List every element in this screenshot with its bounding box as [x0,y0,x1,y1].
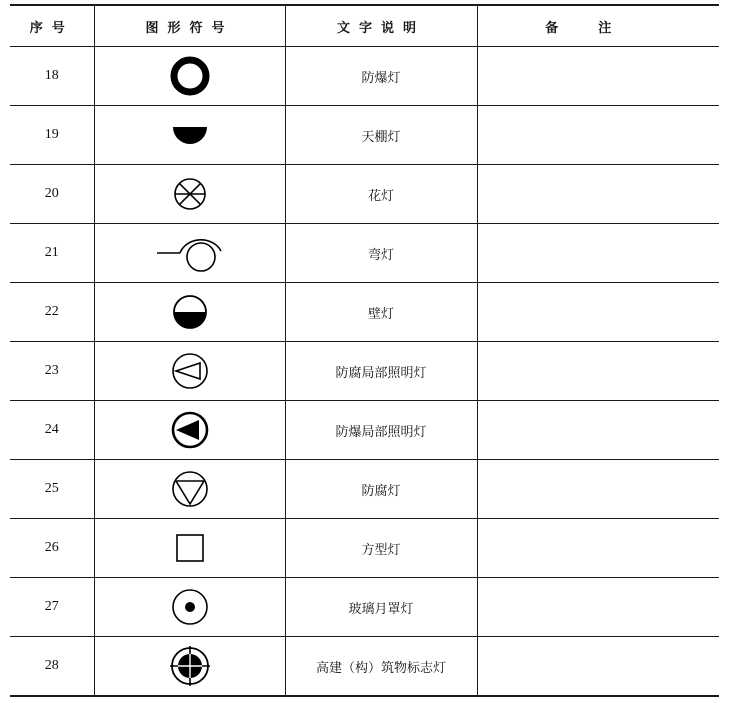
row-number: 28 [10,637,94,697]
row-remarks [477,460,719,519]
row-number: 21 [10,224,94,283]
symbol-cell [94,283,285,342]
table-row [10,460,719,519]
row-description: 防腐局部照明灯 [285,342,477,401]
corrosion-proof-lamp-icon [168,467,212,511]
row-description: 防爆局部照明灯 [285,401,477,460]
row-number: 23 [10,342,94,401]
row-remarks [477,165,719,224]
row-number: 20 [10,165,94,224]
row-remarks [477,283,719,342]
symbol-cell [94,637,285,697]
symbol-cell [94,342,285,401]
symbol-cell [94,47,285,106]
symbol-cell [94,165,285,224]
row-remarks [477,519,719,578]
row-number: 19 [10,106,94,165]
symbol-cell [94,578,285,637]
symbol-cell [94,224,285,283]
table-row [10,106,719,165]
table-row [10,165,719,224]
row-description: 防腐灯 [285,460,477,519]
header-remarks: 备注 [477,5,719,47]
row-description: 弯灯 [285,224,477,283]
table-row [10,519,719,578]
row-number: 25 [10,460,94,519]
decorative-lamp-icon [168,172,212,216]
header-description: 文字说明 [285,5,477,47]
row-remarks [477,47,719,106]
wall-lamp-icon [168,290,212,334]
row-description: 高建（构）筑物标志灯 [285,637,477,697]
table-row [10,342,719,401]
glass-globe-lamp-icon [168,585,212,629]
symbol-cell [94,106,285,165]
row-remarks [477,637,719,697]
row-description: 防爆灯 [285,47,477,106]
symbol-cell [94,519,285,578]
symbol-cell [94,401,285,460]
explosion-proof-lamp-icon [168,54,212,98]
row-remarks [477,401,719,460]
table-row [10,283,719,342]
symbol-cell [94,460,285,519]
header-number: 序号 [10,5,94,47]
square-lamp-icon [168,526,212,570]
symbol-table [10,4,719,697]
row-description: 壁灯 [285,283,477,342]
row-number: 27 [10,578,94,637]
table-row [10,224,719,283]
table-row [10,47,719,106]
row-description: 玻璃月罩灯 [285,578,477,637]
row-number: 22 [10,283,94,342]
row-number: 24 [10,401,94,460]
table-row [10,578,719,637]
row-number: 18 [10,47,94,106]
row-remarks [477,224,719,283]
table-row [10,637,719,697]
row-description: 方型灯 [285,519,477,578]
corrosion-proof-local-light-icon [168,349,212,393]
row-description: 花灯 [285,165,477,224]
row-remarks [477,106,719,165]
structure-marker-light-icon [168,644,212,688]
table-header-row [10,5,719,47]
explosion-proof-local-light-icon [168,408,212,452]
row-remarks [477,578,719,637]
row-number: 26 [10,519,94,578]
row-remarks [477,342,719,401]
table-row [10,401,719,460]
row-description: 天棚灯 [285,106,477,165]
header-symbol: 图形符号 [94,5,285,47]
bracket-lamp-icon [155,231,225,275]
ceiling-lamp-icon [168,113,212,157]
